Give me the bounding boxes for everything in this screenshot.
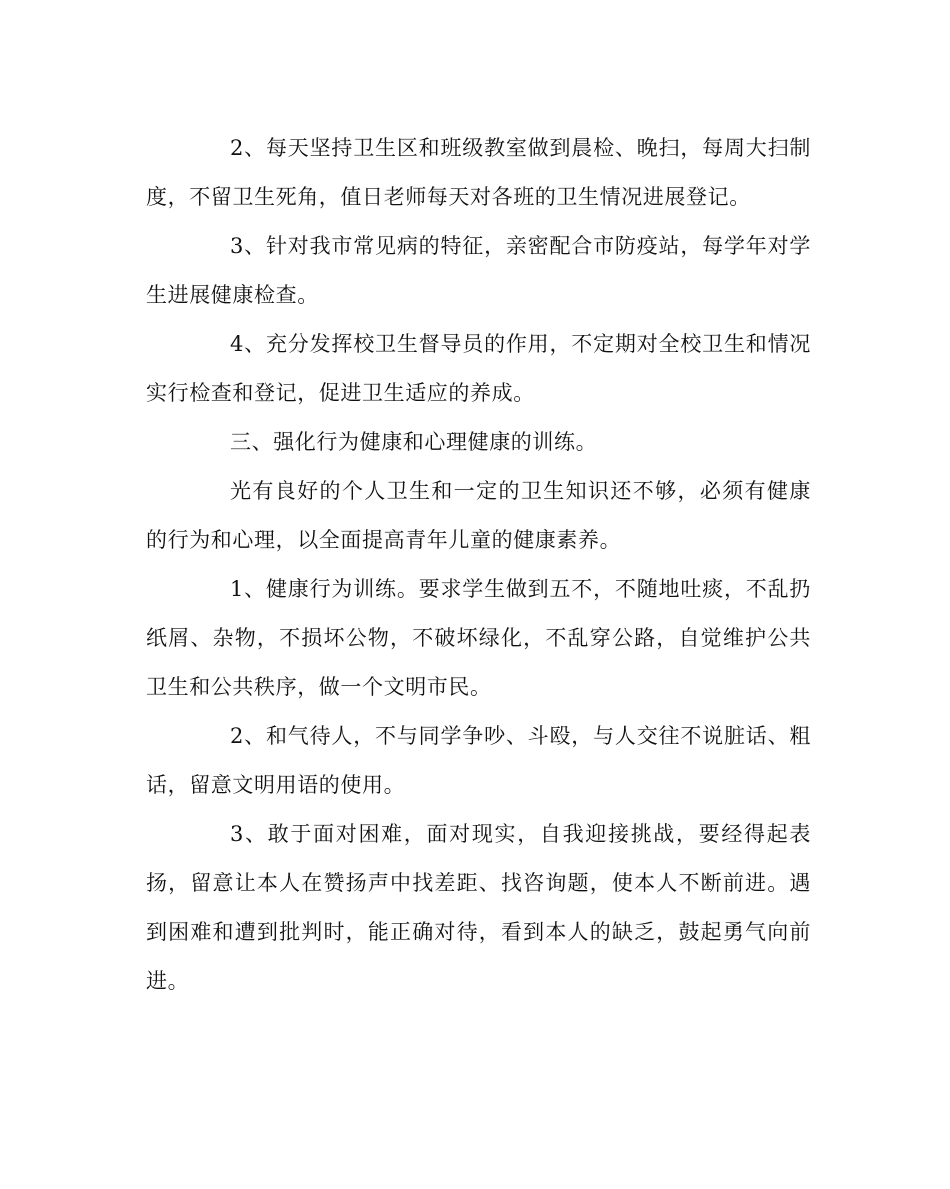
section-heading-behavior-psychology: 三、强化行为健康和心理健康的训练。 <box>230 430 598 454</box>
paragraph-hygiene-supervisor: 4、充分发挥校卫生督导员的作用，不定期对全校卫生和情况实行检查和登记，促进卫生适应的养成。 <box>146 332 811 405</box>
paragraph-health-check: 3、针对我市常见病的特征，亲密配合市防疫站，每学年对学生进展健康检查。 <box>146 234 811 307</box>
paragraph-courtesy: 2、和气待人，不与同学争吵、斗殴，与人交往不说脏话、粗话，留意文明用语的使用。 <box>146 724 811 797</box>
document-body <box>146 124 811 1006</box>
paragraph-face-difficulties: 3、敢于面对困难，面对现实，自我迎接挑战，要经得起表扬，留意让本人在赞扬声中找差距、找咨询题，使本人不断前进。遇到困难和遭到批判时，能正确对待，看到本人的缺乏，鼓起勇气向前进。 <box>146 822 811 993</box>
paragraph-daily-hygiene: 2、每天坚持卫生区和班级教室做到晨检、晚扫，每周大扫制度，不留卫生死角，值日老师每天对各班的卫生情况进展登记。 <box>146 136 811 209</box>
paragraph-healthy-behavior-intro: 光有良好的个人卫生和一定的卫生知识还不够，必须有健康的行为和心理，以全面提高青年儿童的健康素养。 <box>146 479 811 552</box>
paragraph-behavior-training: 1、健康行为训练。要求学生做到五不，不随地吐痰，不乱扔纸屑、杂物，不损坏公物，不破坏绿化，不乱穿公路，自觉维护公共卫生和公共秩序，做一个文明市民。 <box>146 577 811 699</box>
